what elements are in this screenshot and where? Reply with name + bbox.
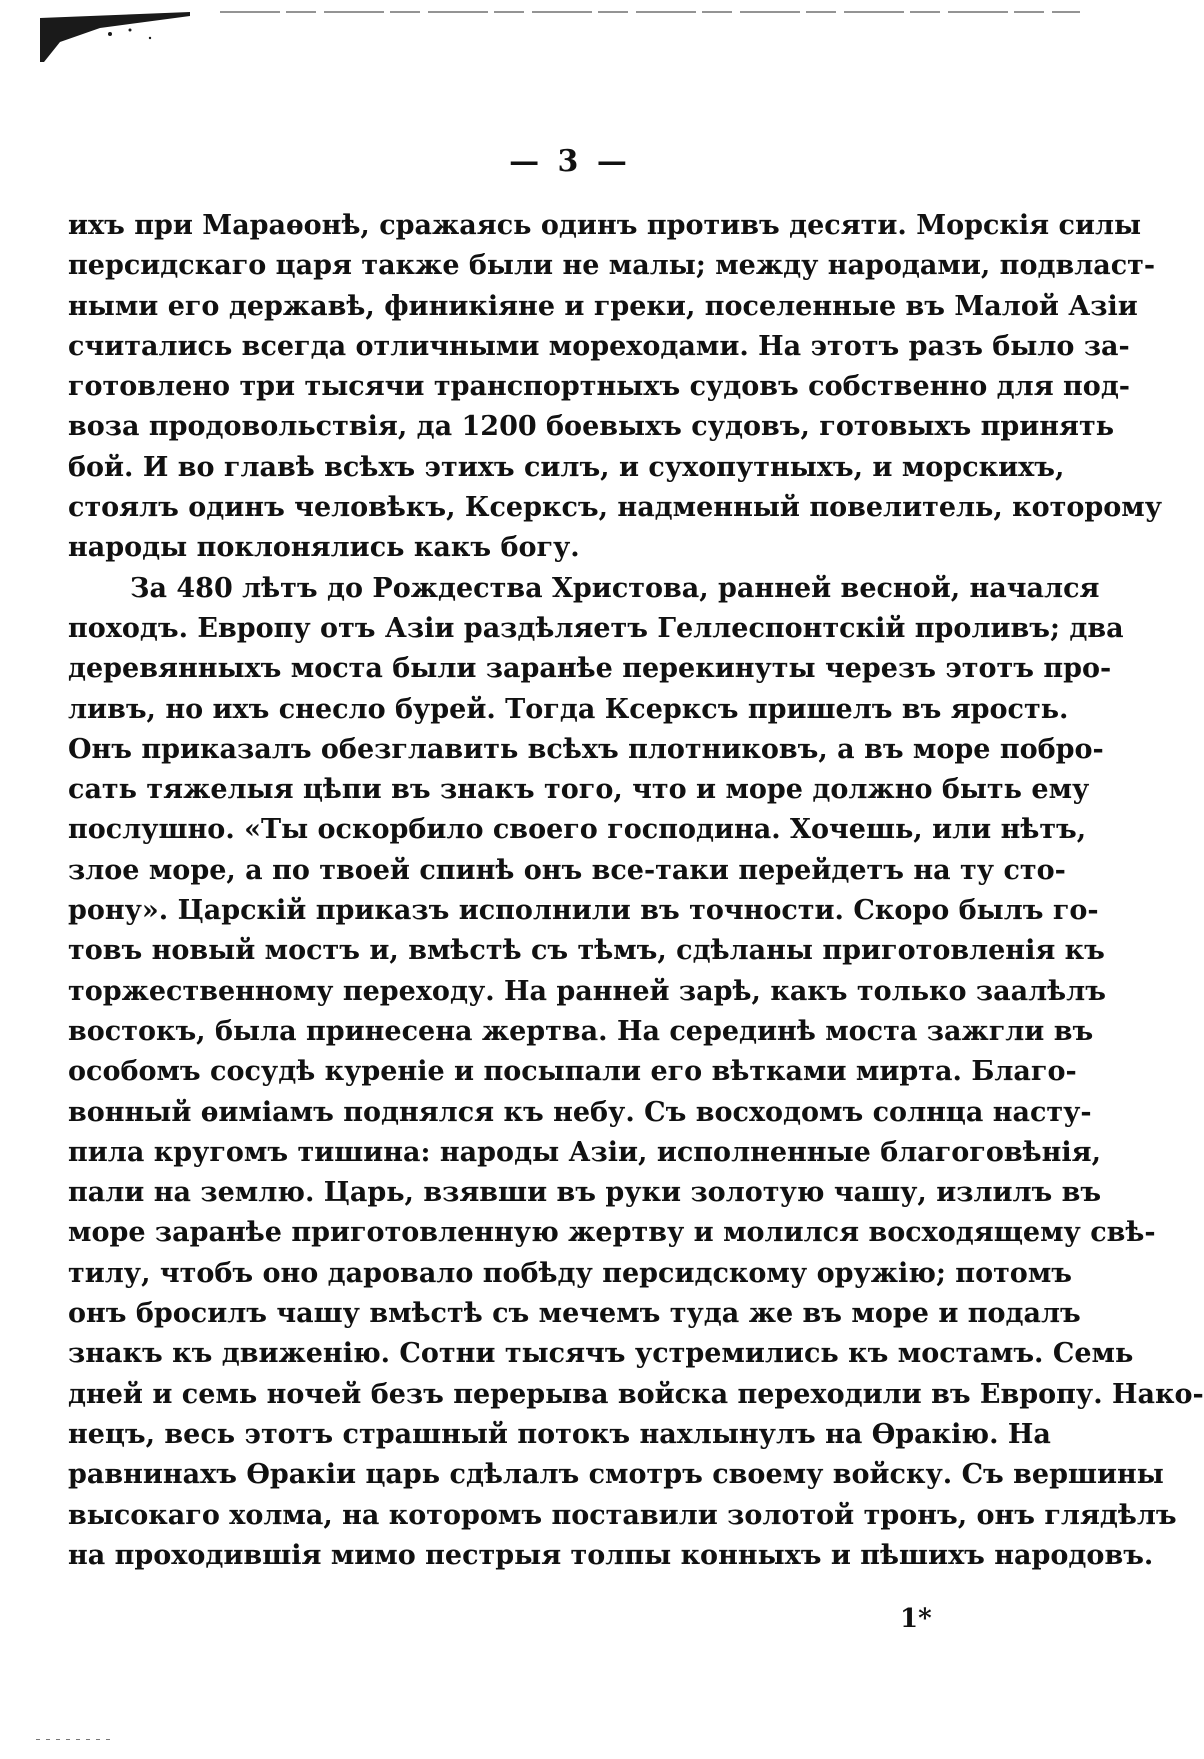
- text-line: нецъ, весь этотъ страшный потокъ нахлынулъ на Ѳракію. На: [68, 1418, 1051, 1450]
- text-line: послушно. «Ты оскорбило своего господина. Хочешь, или нѣтъ,: [68, 814, 1087, 846]
- text-line: стоялъ одинъ человѣкъ, Ксерксъ, надменный повелитель, которому: [68, 492, 1163, 524]
- text-line: вонный ѳиміамъ поднялся къ небу. Съ восходомъ солнца насту-: [68, 1096, 1092, 1128]
- text-line: высокаго холма, на которомъ поставили золотой тронъ, онъ глядѣлъ: [68, 1499, 1177, 1531]
- paragraph-2: [68, 569, 1204, 1576]
- text-line: воза продовольствія, да 1200 боевыхъ судовъ, готовыхъ принять: [68, 411, 1115, 443]
- text-line: ными его державѣ, финикіяне и греки, поселенные въ Малой Азіи: [68, 290, 1138, 322]
- paragraph-1: [68, 206, 1163, 569]
- text-line: море заранѣе приготовленную жертву и молился восходящему свѣ-: [68, 1217, 1156, 1249]
- text-line: готовлено три тысячи транспортныхъ судовъ собственно для под-: [68, 371, 1131, 403]
- text-line: пали на землю. Царь, взявши въ руки золотую чашу, излилъ въ: [68, 1177, 1102, 1209]
- text-line: на проходившія мимо пестрыя толпы конныхъ и пѣшихъ народовъ.: [68, 1539, 1154, 1571]
- text-line: торжественному переходу. На ранней зарѣ, какъ только заалѣлъ: [68, 975, 1106, 1007]
- text-line: особомъ сосудѣ куреніе и посыпали его вѣтками мирта. Благо-: [68, 1056, 1077, 1088]
- text-line: востокъ, была принесена жертва. На серединѣ моста зажгли въ: [68, 1015, 1094, 1047]
- scan-artifact-corner: [40, 12, 200, 62]
- text-line: персидскаго царя также были не малы; между народами, подвласт-: [68, 250, 1156, 282]
- page-number: — 3 —: [509, 144, 631, 179]
- text-line: походъ. Европу отъ Азіи раздѣляетъ Геллеспонтскій проливъ; два: [68, 612, 1124, 644]
- text-line: знакъ къ движенію. Сотни тысячъ устремились къ мостамъ. Семь: [68, 1338, 1134, 1370]
- text-line: ливъ, но ихъ снесло бурей. Тогда Ксерксъ пришелъ въ ярость.: [68, 693, 1069, 725]
- text-line: народы поклонялись какъ богу.: [68, 532, 580, 564]
- text-line: считались всегда отличными мореходами. На этотъ разъ было за-: [68, 330, 1130, 362]
- text-line: товъ новый мостъ и, вмѣстѣ съ тѣмъ, сдѣланы приготовленія къ: [68, 935, 1105, 967]
- text-line: деревянныхъ моста были заранѣе перекинуты черезъ этотъ про-: [68, 653, 1112, 685]
- text-line: ихъ при Мараѳонѣ, сражаясь одинъ противъ десяти. Морскія силы: [68, 210, 1142, 241]
- text-line: пила кругомъ тишина: народы Азіи, исполненные благоговѣнія,: [68, 1136, 1101, 1168]
- text-line: За 480 лѣтъ до Рождества Христова, ранней весной, начался: [130, 572, 1100, 604]
- text-line: рону». Царскій приказъ исполнили въ точности. Скоро былъ го-: [68, 895, 1099, 927]
- text-line: тилу, чтобъ оно даровало побѣду персидскому оружію; потомъ: [68, 1257, 1072, 1289]
- printer-signature-mark: 1*: [900, 1604, 932, 1634]
- text-line: злое море, а по твоей спинѣ онъ все-таки перейдетъ на ту сто-: [68, 854, 1066, 886]
- scan-artifact-top-rule: [220, 10, 1080, 14]
- text-line: дней и семь ночей безъ перерыва войска переходили въ Европу. Нако-: [68, 1378, 1204, 1410]
- text-line: онъ бросилъ чашу вмѣстѣ съ мечемъ туда же въ море и подалъ: [68, 1298, 1081, 1330]
- text-line: равнинахъ Ѳракіи царь сдѣлалъ смотръ своему войску. Съ вершины: [68, 1459, 1164, 1491]
- text-line: бой. И во главѣ всѣхъ этихъ силъ, и сухопутныхъ, и морскихъ,: [68, 451, 1065, 483]
- main-text: [68, 206, 1204, 1576]
- scan-artifact-bottom: [36, 1738, 116, 1741]
- text-line: сать тяжелыя цѣпи въ знакъ того, что и море должно быть ему: [68, 774, 1090, 806]
- text-line: Онъ приказалъ обезглавить всѣхъ плотниковъ, а въ море побро-: [68, 733, 1104, 765]
